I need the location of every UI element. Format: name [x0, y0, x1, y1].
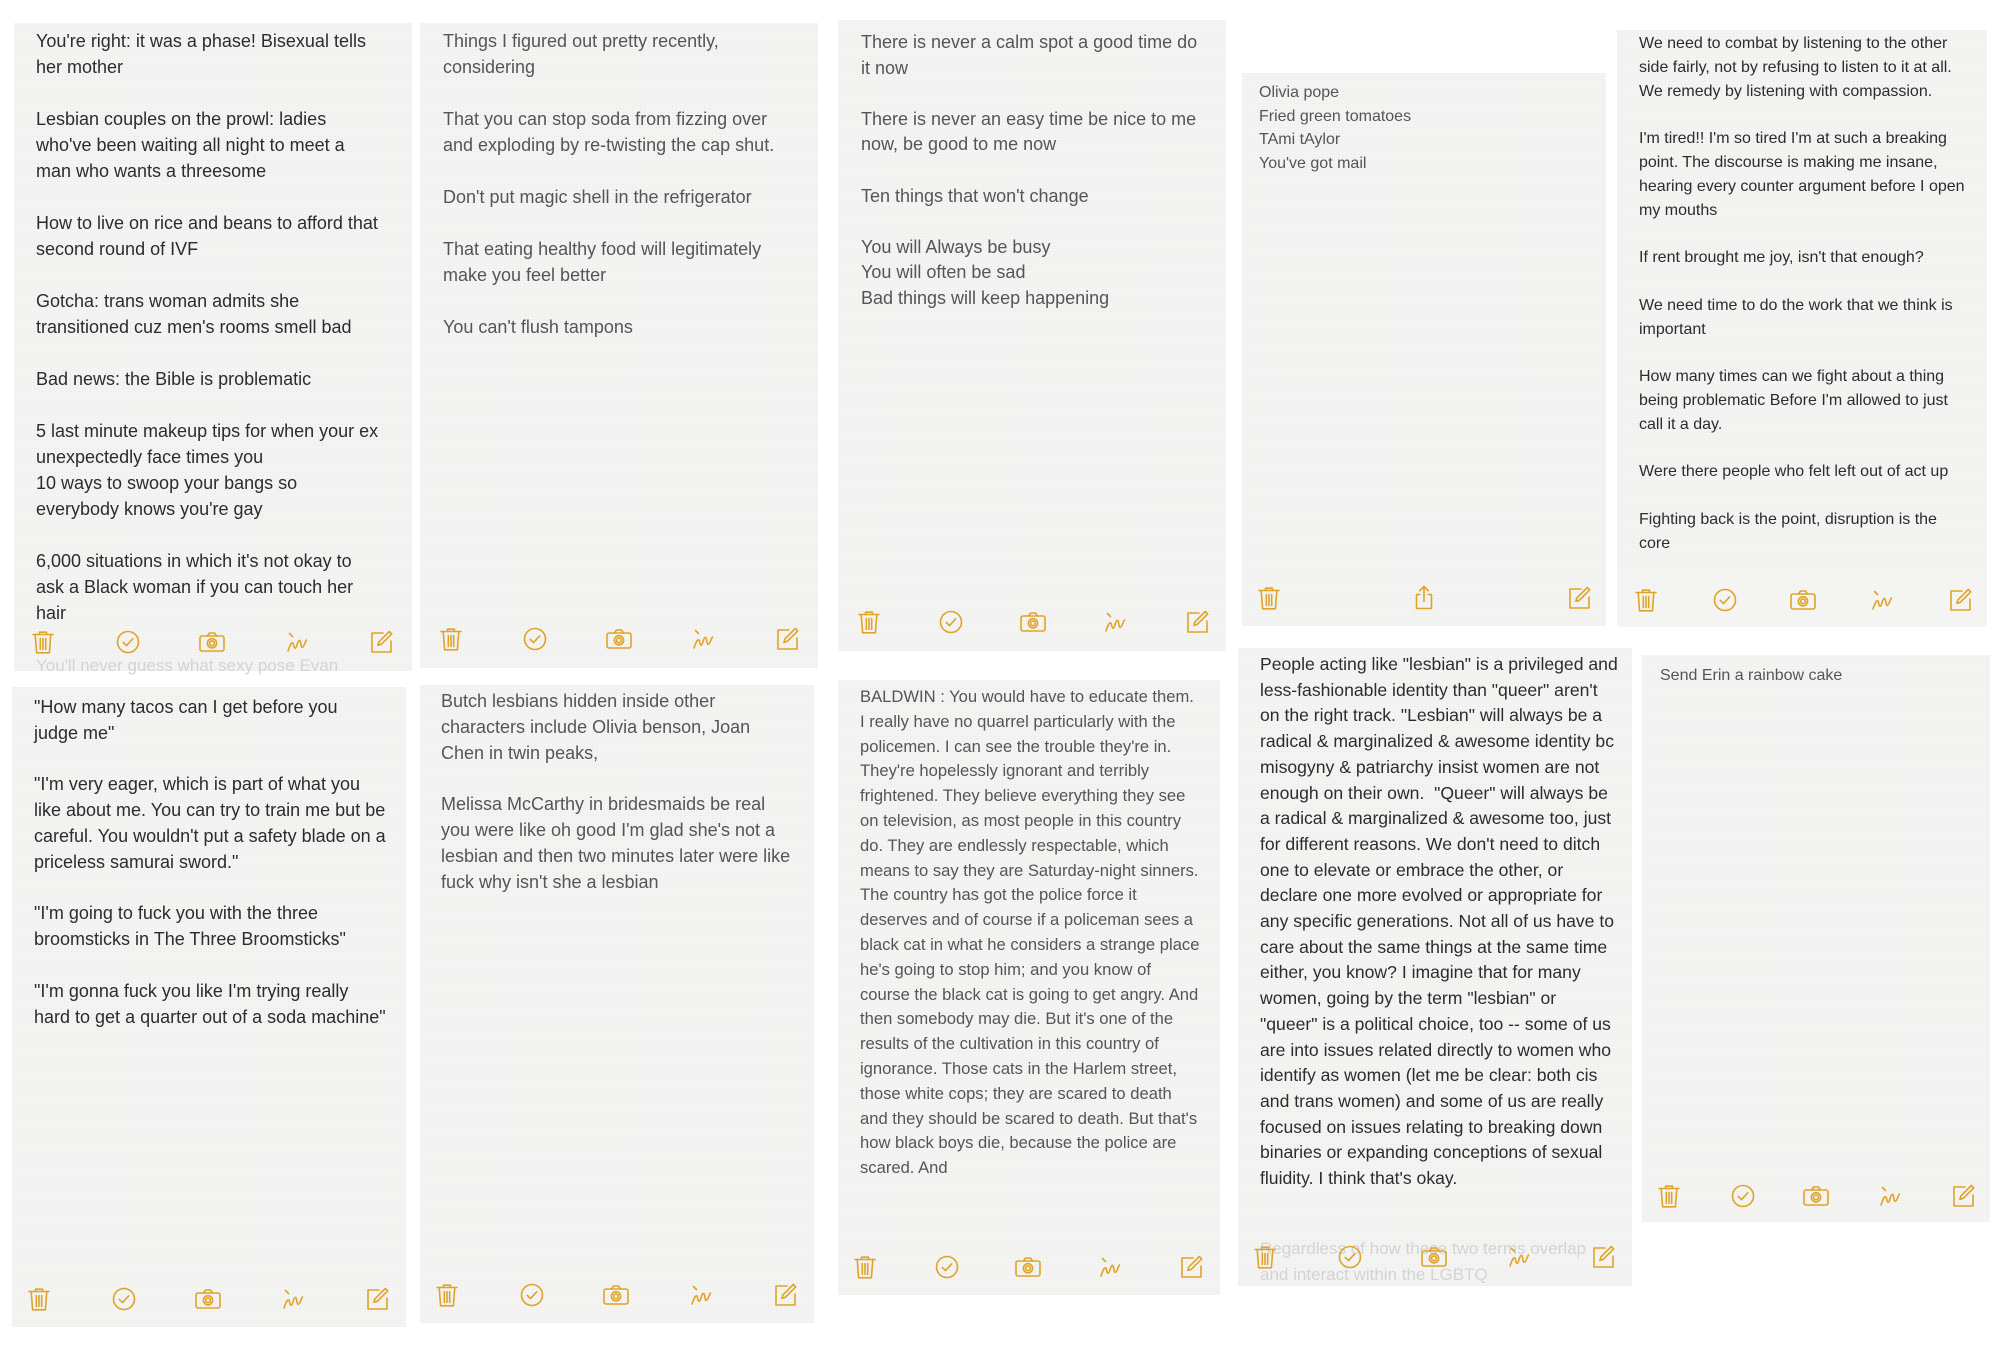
- note-card[interactable]: [838, 20, 1226, 651]
- compose-icon: [366, 627, 396, 657]
- note-card[interactable]: [14, 23, 412, 675]
- checkmark-circle-icon: [1710, 585, 1740, 615]
- delete-button[interactable]: [20, 1280, 58, 1318]
- compose-button[interactable]: [768, 620, 806, 658]
- note-toolbar: [1238, 1226, 1632, 1288]
- trash-icon: [850, 1252, 880, 1282]
- note-card[interactable]: [12, 687, 406, 1327]
- compose-icon: [1182, 607, 1212, 637]
- note-toolbar: [1642, 1168, 1990, 1224]
- checkmark-circle-icon: [109, 1284, 139, 1314]
- compose-icon: [1564, 583, 1594, 613]
- compose-button[interactable]: [1172, 1248, 1210, 1286]
- delete-button[interactable]: [24, 623, 62, 661]
- camera-icon: [1018, 607, 1048, 637]
- sketch-squiggle-icon: [282, 627, 312, 657]
- note-card[interactable]: [420, 685, 814, 1323]
- compose-icon: [1945, 585, 1975, 615]
- note-toolbar: [1617, 573, 1987, 627]
- delete-button[interactable]: [1627, 581, 1665, 619]
- note-toolbar: [838, 1237, 1220, 1297]
- checklist-button[interactable]: [1331, 1238, 1369, 1276]
- compose-button[interactable]: [766, 1276, 804, 1314]
- checklist-button[interactable]: [513, 1276, 551, 1314]
- sketch-squiggle-icon: [1867, 585, 1897, 615]
- sketch-button[interactable]: [1096, 603, 1134, 641]
- checklist-button[interactable]: [105, 1280, 143, 1318]
- compose-button[interactable]: [1178, 603, 1216, 641]
- note-toolbar: [1242, 568, 1606, 628]
- note-toolbar: [838, 591, 1226, 653]
- compose-button[interactable]: [1944, 1177, 1982, 1215]
- compose-icon: [362, 1284, 392, 1314]
- sketch-button[interactable]: [684, 620, 722, 658]
- compose-icon: [772, 624, 802, 654]
- note-toolbar: [12, 1269, 406, 1329]
- checkmark-circle-icon: [113, 627, 143, 657]
- sketch-button[interactable]: [1871, 1177, 1909, 1215]
- delete-button[interactable]: [428, 1276, 466, 1314]
- note-card[interactable]: [838, 680, 1220, 1295]
- camera-icon: [197, 627, 227, 657]
- note-body[interactable]: People acting like "lesbian" is a privileged and less-fashionable identity than "queer" aren't on the right track. "Lesbian" will always be a radical & marginalized & awesome identity bc misogyny & patriarchy insist women are not enough on their own. "Queer" will always be a radical & marginalized & awesome too, just for different reasons. We don't need to ditch one to elevate or embrace the other, or declare one more evolved or appropriate for any specific generations. Not all of us have to care about the same things at the same time either, you know? I imagine that for many women, going by the term "lesbian" or "queer" is a political choice, too -- some of us are into issues related directly to women who identify as women (let me be clear: both cis and trans women) and some of us are really focused on issues relating to breaking down binaries or expanding conceptions of sexual fluidity. I think that's okay.: [1260, 654, 1623, 1189]
- delete-button[interactable]: [432, 620, 470, 658]
- trash-icon: [1254, 583, 1284, 613]
- camera-icon: [1801, 1181, 1831, 1211]
- camera-button[interactable]: [189, 1280, 227, 1318]
- sketch-button[interactable]: [1863, 581, 1901, 619]
- sketch-squiggle-icon: [278, 1284, 308, 1314]
- note-body[interactable]: Butch lesbians hidden inside other characters include Olivia benson, Joan Chen in twin peaks, Melissa McCarthy in bridesmaids be real you were like oh good I'm glad she's not a lesbian and then two minutes later were like fuck why isn't she a lesbian: [441, 691, 791, 892]
- delete-button[interactable]: [1250, 579, 1288, 617]
- note-overflow-text: Regardless of how these two terms overlap and interact within the LGBTQ: [1260, 1239, 1591, 1284]
- note-body[interactable]: Things I figured out pretty recently, considering That you can stop soda from fizzing over and exploding by re-twisting the cap shut. Don't put magic shell in the refrigerator That eating healthy food will legitimately make you feel better You can't flush tampons: [443, 31, 775, 337]
- sketch-button[interactable]: [1500, 1238, 1538, 1276]
- note-toolbar: [420, 608, 818, 670]
- compose-icon: [1948, 1181, 1978, 1211]
- note-card[interactable]: [1642, 655, 1990, 1222]
- share-icon: [1409, 583, 1439, 613]
- note-body[interactable]: Olivia pope Fried green tomatoes TAmi tAylor You've got mail: [1259, 84, 1412, 172]
- compose-icon: [1176, 1252, 1206, 1282]
- note-card[interactable]: [1238, 648, 1632, 1286]
- note-overflow-text: You'll never guess what sexy pose Evan: [36, 656, 339, 675]
- camera-button[interactable]: [1797, 1177, 1835, 1215]
- delete-button[interactable]: [846, 1248, 884, 1286]
- compose-button[interactable]: [1560, 579, 1598, 617]
- sketch-button[interactable]: [278, 623, 316, 661]
- note-body[interactable]: There is never a calm spot a good time do it now There is never an easy time be nice to me now, be good to me now Ten things that won't change You will Always be busy You will often be sad Bad things will keep happening: [861, 32, 1198, 308]
- compose-button[interactable]: [358, 1280, 396, 1318]
- sketch-button[interactable]: [682, 1276, 720, 1314]
- delete-button[interactable]: [850, 603, 888, 641]
- checkmark-circle-icon: [520, 624, 550, 654]
- camera-button[interactable]: [600, 620, 638, 658]
- checklist-button[interactable]: [516, 620, 554, 658]
- checklist-button[interactable]: [932, 603, 970, 641]
- sketch-button[interactable]: [1091, 1248, 1129, 1286]
- share-button[interactable]: [1405, 579, 1443, 617]
- trash-icon: [1631, 585, 1661, 615]
- delete-button[interactable]: [1246, 1238, 1284, 1276]
- trash-icon: [436, 624, 466, 654]
- trash-icon: [432, 1280, 462, 1310]
- camera-icon: [193, 1284, 223, 1314]
- note-body[interactable]: We need to combat by listening to the other side fairly, not by refusing to listen to it at all. We remedy by listening with compassion. I'm tired!! I'm so tired I'm at such a breaking point. The discourse is making me insane, hearing every counter argument before I open my mouths If rent brought me joy, isn't that enough? We need time to do the work that we think is important How many times can we fight about a thing being problematic Before I'm allowed to just call it a day. Were there people who felt left out of act up Fighting back is the point, disruption is the core: [1639, 35, 1965, 552]
- trash-icon: [1250, 1242, 1280, 1272]
- checklist-button[interactable]: [928, 1248, 966, 1286]
- compose-icon: [770, 1280, 800, 1310]
- note-card[interactable]: [420, 23, 818, 668]
- trash-icon: [1654, 1181, 1684, 1211]
- camera-button[interactable]: [1415, 1238, 1453, 1276]
- camera-button[interactable]: [1784, 581, 1822, 619]
- sketch-squiggle-icon: [688, 624, 718, 654]
- camera-button[interactable]: [193, 623, 231, 661]
- camera-icon: [1419, 1242, 1449, 1272]
- note-card[interactable]: [1617, 30, 1987, 625]
- checklist-button[interactable]: [1724, 1177, 1762, 1215]
- compose-button[interactable]: [362, 623, 400, 661]
- compose-button[interactable]: [1941, 581, 1979, 619]
- checklist-button[interactable]: [1706, 581, 1744, 619]
- note-body[interactable]: You're right: it was a phase! Bisexual tells her mother Lesbian couples on the prowl: ladies who've been waiting all night to meet a man who wants a threesome How to live on rice and beans to afford that second round of IVF Gotcha: trans woman admits she transitioned cuz men's rooms smell bad Bad news: the Bible is problematic 5 last minute makeup tips for when your ex unexpectedly face times you 10 ways to swoop your bangs so everybody knows you're gay 6,000 situations in which it's not okay to ask a Black woman if you can touch her hair: [36, 31, 379, 623]
- note-toolbar: [420, 1265, 814, 1325]
- checkmark-circle-icon: [1728, 1181, 1758, 1211]
- checkmark-circle-icon: [1335, 1242, 1365, 1272]
- checklist-button[interactable]: [109, 623, 147, 661]
- sketch-squiggle-icon: [1095, 1252, 1125, 1282]
- note-card[interactable]: [1242, 73, 1606, 626]
- camera-icon: [1788, 585, 1818, 615]
- sketch-squiggle-icon: [1504, 1242, 1534, 1272]
- trash-icon: [28, 627, 58, 657]
- camera-icon: [604, 624, 634, 654]
- trash-icon: [24, 1284, 54, 1314]
- camera-button[interactable]: [1009, 1248, 1047, 1286]
- camera-icon: [601, 1280, 631, 1310]
- compose-icon: [1588, 1242, 1618, 1272]
- sketch-squiggle-icon: [686, 1280, 716, 1310]
- camera-icon: [1013, 1252, 1043, 1282]
- compose-button[interactable]: [1584, 1238, 1622, 1276]
- sketch-squiggle-icon: [1875, 1181, 1905, 1211]
- delete-button[interactable]: [1650, 1177, 1688, 1215]
- sketch-button[interactable]: [274, 1280, 312, 1318]
- checkmark-circle-icon: [517, 1280, 547, 1310]
- checkmark-circle-icon: [932, 1252, 962, 1282]
- trash-icon: [854, 607, 884, 637]
- note-body[interactable]: Send Erin a rainbow cake: [1660, 667, 1843, 684]
- note-body[interactable]: "How many tacos can I get before you judge me" "I'm very eager, which is part of what you like about me. You can try to train me but be careful. You wouldn't put a safety blade on a priceless samurai sword." "I'm going to fuck you with the three broomsticks in The Three Broomsticks" "I'm gonna fuck you like I'm trying really hard to get a quarter out of a soda machine": [34, 697, 386, 1027]
- checkmark-circle-icon: [936, 607, 966, 637]
- note-body[interactable]: BALDWIN : You would have to educate them. I really have no quarrel particularly with the policemen. I can see the trouble they're in. They're hopelessly ignorant and terribly frightened. They believe everything they see on television, as most people in this country do. They are endlessly respectable, which means to say they are Saturday-night sinners. The country has got the police force it deserves and of course if a policeman sees a black cat in what he considers a strange place he's going to stop him; and you know of course the black cat is going to get angry. And then somebody may die. But it's one of the results of the cultivation in this country of ignorance. Those cats in the Harlem street, those white cops; they are scared to death and they should be scared to death. But that's how black boys die, because the police are scared. And: [860, 687, 1205, 1178]
- camera-button[interactable]: [1014, 603, 1052, 641]
- camera-button[interactable]: [597, 1276, 635, 1314]
- note-toolbar: [14, 611, 412, 673]
- sketch-squiggle-icon: [1100, 607, 1130, 637]
